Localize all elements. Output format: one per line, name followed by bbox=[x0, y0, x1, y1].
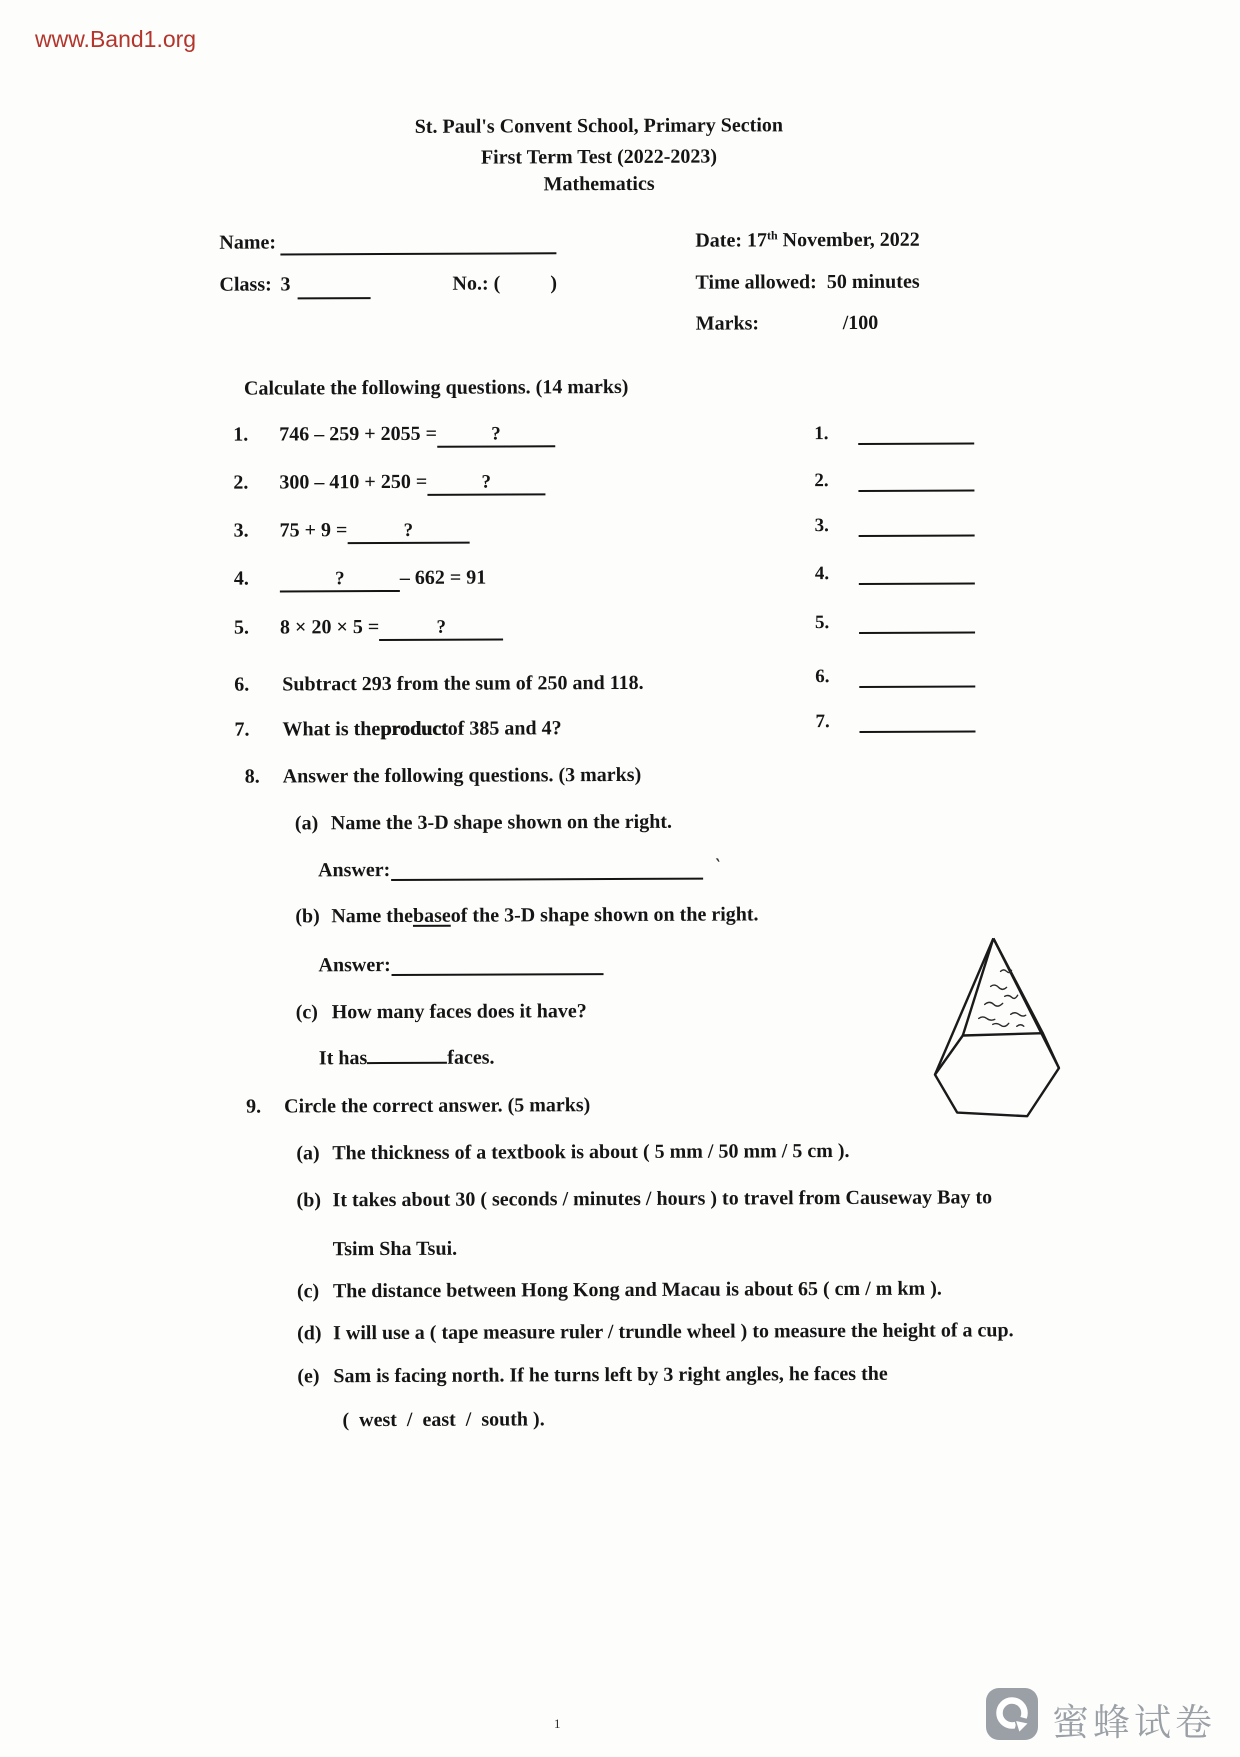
fill-post: faces. bbox=[447, 1046, 495, 1069]
class-label: Class: bbox=[219, 273, 272, 296]
bee-logo-icon bbox=[986, 1688, 1038, 1740]
answer-blank: ? bbox=[427, 471, 545, 496]
question-9e-line2: ( west / east / south ). bbox=[342, 1408, 545, 1432]
faces-blank bbox=[367, 1062, 447, 1064]
question-7 bbox=[234, 717, 561, 741]
question-title: Circle the correct answer. (5 marks) bbox=[284, 1094, 591, 1118]
pyramid-face-shading bbox=[979, 970, 1026, 1027]
answer-number: 2. bbox=[814, 470, 829, 492]
question-4 bbox=[234, 567, 487, 593]
time-allowed: Time allowed: 50 minutes bbox=[695, 270, 920, 294]
equation-post: – 662 = 91 bbox=[399, 566, 487, 589]
date-label: Date: bbox=[695, 229, 748, 252]
stray-pen-mark: ‵ bbox=[716, 857, 720, 874]
part-label: (a) bbox=[296, 1142, 320, 1165]
answer-blank: ? bbox=[347, 520, 469, 545]
question-8a bbox=[295, 811, 672, 836]
answer-line bbox=[858, 472, 974, 492]
date-rest: November, 2022 bbox=[777, 228, 920, 252]
part-text: I will use a ( tape measure ruler / trundle wheel ) to measure the height of a cup. bbox=[333, 1319, 1014, 1345]
question-number: 6. bbox=[234, 673, 250, 696]
marks-value: /100 bbox=[842, 311, 879, 335]
question-number: 8. bbox=[244, 765, 260, 788]
question-6 bbox=[234, 672, 643, 697]
question-5 bbox=[234, 616, 503, 642]
answer-line bbox=[859, 713, 975, 733]
question-text-post: of 385 and 4? bbox=[447, 717, 562, 740]
answer-number: 3. bbox=[814, 515, 829, 537]
answer-blank: ? bbox=[280, 568, 400, 593]
question-9b bbox=[296, 1186, 992, 1212]
question-8b bbox=[295, 903, 758, 928]
answer-row-7 bbox=[815, 710, 975, 733]
question-text: Subtract 293 from the sum of 250 and 118. bbox=[282, 671, 644, 696]
question-9b-line2: Tsim Sha Tsui. bbox=[332, 1237, 458, 1261]
equation-pre: 75 + 9 = bbox=[279, 519, 348, 542]
question-2 bbox=[233, 470, 545, 496]
equation-pre: 746 – 259 + 2055 = bbox=[279, 422, 438, 446]
school-name: St. Paul's Convent School, Primary Section bbox=[414, 114, 784, 138]
part-text-pre: Name the bbox=[331, 904, 413, 928]
answer-number: 7. bbox=[815, 711, 830, 733]
answer-number: 5. bbox=[814, 612, 830, 634]
question-number: 3. bbox=[233, 519, 249, 542]
question-9e bbox=[297, 1363, 888, 1389]
part-text: It takes about 30 ( seconds / minutes / hours ) to travel from Causeway Bay to bbox=[332, 1186, 993, 1212]
hexagonal-pyramid-drawing bbox=[920, 926, 1071, 1127]
part-label: (b) bbox=[295, 905, 320, 928]
question-number: 2. bbox=[233, 471, 249, 494]
class-blank-line bbox=[298, 280, 371, 299]
part-text-underlined: base bbox=[412, 904, 451, 927]
part-text: How many faces does it have? bbox=[331, 1000, 587, 1024]
brand-text: 蜜蜂试卷 bbox=[1052, 1702, 1216, 1743]
answer-row-6 bbox=[815, 665, 975, 688]
question-8c-fill bbox=[319, 1047, 495, 1071]
date-line bbox=[695, 228, 919, 254]
part-label: (c) bbox=[295, 1001, 318, 1024]
question-9 bbox=[246, 1094, 590, 1119]
pyramid-inner-right-edge bbox=[993, 938, 1042, 1033]
marks-label: Marks: bbox=[695, 312, 760, 335]
question-9c bbox=[297, 1278, 942, 1304]
part-label: (e) bbox=[297, 1365, 320, 1388]
question-8 bbox=[245, 764, 642, 789]
question-number: 9. bbox=[246, 1095, 262, 1118]
question-1 bbox=[233, 422, 555, 448]
answer-label-8b: Answer: bbox=[318, 954, 391, 977]
part-text: The thickness of a textbook is about ( 5 mm / 50 mm / 5 cm ). bbox=[332, 1140, 850, 1165]
question-text-bold: product bbox=[380, 717, 448, 741]
part-text-post: of the 3-D shape shown on the right. bbox=[450, 903, 759, 927]
answer-line bbox=[859, 565, 975, 585]
question-8c bbox=[296, 1000, 587, 1024]
part-label: (c) bbox=[296, 1280, 320, 1303]
answer-row-3 bbox=[815, 514, 975, 537]
answer-line-8a bbox=[391, 861, 703, 881]
question-9a bbox=[296, 1140, 849, 1165]
answer-blank: ? bbox=[379, 617, 503, 642]
answer-line bbox=[858, 425, 974, 445]
date-ordinal: th bbox=[766, 228, 778, 243]
question-text-pre: What is the bbox=[282, 718, 381, 741]
answer-row-1 bbox=[814, 422, 974, 445]
answer-number: 4. bbox=[814, 563, 830, 585]
answer-line bbox=[859, 517, 975, 537]
fill-pre: It has bbox=[318, 1047, 368, 1070]
question-number: 1. bbox=[233, 423, 249, 446]
watermark: www.Band1.org bbox=[35, 26, 197, 52]
part-text: Name the 3-D shape shown on the right. bbox=[330, 810, 673, 835]
part-label: (d) bbox=[297, 1322, 322, 1345]
part-text: Sam is facing north. If he turns left by 3 right angles, he faces the bbox=[333, 1362, 888, 1388]
part-label: (b) bbox=[296, 1189, 322, 1212]
subject-title: Mathematics bbox=[543, 172, 655, 196]
class-value: 3 bbox=[280, 273, 291, 296]
question-number: 4. bbox=[233, 567, 249, 590]
answer-line-8b bbox=[391, 956, 603, 976]
date-day: 17 bbox=[746, 229, 768, 252]
test-title: First Term Test (2022-2023) bbox=[480, 145, 718, 169]
part-label: (a) bbox=[294, 812, 319, 835]
answer-blank: ? bbox=[437, 423, 555, 448]
name-label: Name: bbox=[219, 231, 277, 254]
page-number: 1 bbox=[554, 1716, 561, 1731]
answer-number: 6. bbox=[815, 666, 830, 688]
answer-line bbox=[859, 614, 975, 634]
equation-pre: 300 – 410 + 250 = bbox=[279, 470, 428, 494]
question-number: 5. bbox=[233, 616, 250, 639]
part-text: The distance between Hong Kong and Macau is about 65 ( cm / m km ). bbox=[332, 1277, 942, 1303]
name-blank-line bbox=[280, 235, 556, 255]
question-number: 7. bbox=[234, 718, 250, 741]
pyramid-inner-left-edge bbox=[962, 938, 993, 1035]
answer-number: 1. bbox=[814, 423, 829, 445]
question-3 bbox=[234, 519, 470, 545]
answer-line bbox=[859, 668, 975, 688]
answer-label-8a: Answer: bbox=[318, 859, 391, 882]
equation-pre: 8 × 20 × 5 = bbox=[279, 616, 380, 639]
answer-row-2 bbox=[814, 469, 974, 492]
question-9d bbox=[297, 1319, 1014, 1345]
question-title: Answer the following questions. (3 marks) bbox=[282, 763, 642, 788]
student-no-label: No.: ( ) bbox=[452, 272, 558, 295]
answer-row-5 bbox=[815, 611, 975, 634]
pyramid-base-hexagon bbox=[935, 1033, 1059, 1117]
answer-row-4 bbox=[815, 562, 975, 585]
section-instruction: Calculate the following questions. (14 marks) bbox=[243, 375, 629, 400]
